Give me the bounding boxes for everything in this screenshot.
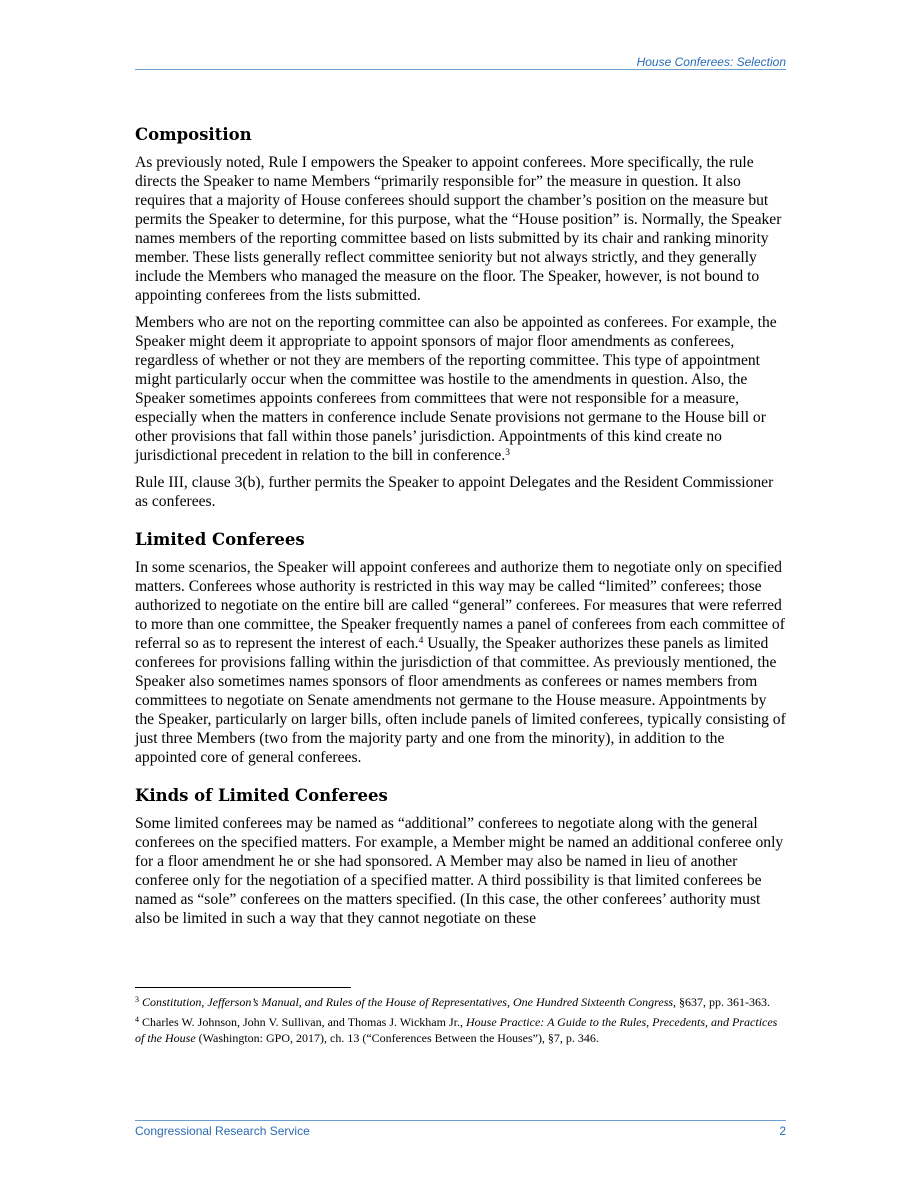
composition-paragraph-1: As previously noted, Rule I empowers the Speaker to appoint conferees. More specifically, the rule directs the Speaker to name Members “primarily responsible for” the measure in question. It also requires that a majority of House conferees should support the chamber’s position on the measure but permits the Speaker to determine, for this purpose, what the “House position” is. Normally, the Speaker names members of the reporting committee based on lists submitted by its chair and ranking minority member. These lists generally reflect committee seniority but not always strictly, and they generally include the Members who managed the measure on the floor. The Speaker, however, is not bound to appointing conferees from the lists submitted. [135,154,782,304]
composition-paragraph-2 [135,313,787,465]
footnote-3 [135,994,787,1010]
section-gap [135,519,787,529]
section-heading-limited-conferees: Limited Conferees [135,530,305,549]
footnote-rule [135,987,351,988]
footer-page-number: 2 [779,1124,786,1138]
kinds-paragraph-1: Some limited conferees may be named as “additional” conferees to negotiate along with the general conferees on the specified matters. For example, a Member might be named an additional conferee only for a floor amendment he or she had sponsored. A Member may also be named in lieu of another conferee only for the negotiation of a specified matter. A third possibility is that limited conferees be named as “sole” conferees on the matters specified. (In this case, the other conferees’ authority must also be limited in such a way that they cannot negotiate on these [135,815,784,927]
footer-organization: Congressional Research Service [135,1124,310,1138]
footnote-ref-3[interactable]: 3 [505,448,510,458]
footer-rule [135,1120,786,1121]
footnotes [135,994,787,1050]
limited-paragraph-1-text-a: In some scenarios, the Speaker will appoint conferees and authorize them to negotiate only on specified matters. Conferees whose authority is restricted in this way may be called “limited” conferees; those authorized to negotiate on the entire bill are called “general” conferees. For measures that were referred to more than one committee, the Speaker frequently names a panel of conferees from each committee of referral so as to represent the interest of each. [135,559,785,652]
footnote-4 [135,1014,787,1046]
running-header-title: House Conferees: Selection [636,55,786,69]
footnote-citation-title: House Practice: A Guide to the Rules, Precedents, and Practices of the House [135,1015,778,1045]
body-content [135,124,787,936]
footnote-number: 3 [135,995,139,1004]
section-heading-kinds-of-limited-conferees: Kinds of Limited Conferees [135,786,388,805]
section-heading-composition: Composition [135,125,252,144]
footnote-ref-4[interactable]: 4 [418,636,424,646]
composition-paragraph-3: Rule III, clause 3(b), further permits the Speaker to appoint Delegates and the Resident Commissioner as conferees. [135,474,774,510]
footnote-authors: Charles W. Johnson, John V. Sullivan, and Thomas J. Wickham Jr., [142,1015,466,1029]
footnote-number: 4 [135,1015,139,1024]
limited-paragraph-1 [135,558,787,767]
footnote-citation-rest: , §637, pp. 361-363. [673,995,771,1009]
footnote-citation-title: Constitution, Jefferson’s Manual, and Rules of the House of Representatives, One Hundred Sixteenth Congress [142,995,674,1009]
header-rule [135,69,786,70]
composition-paragraph-2-text: Members who are not on the reporting committee can also be appointed as conferees. For example, the Speaker might deem it appropriate to appoint sponsors of major floor amendments as conferees, regardless of whether or not they are members of the reporting committee. This type of appointment might particularly occur when the committee was hostile to the amendments in question. Also, the Speaker sometimes appoints conferees from committees that were not responsible for a measure, especially when the matters in conference include Senate provisions not germane to the House bill or other provisions that fall within those panels’ jurisdiction. Appointments of this kind create no jurisdictional precedent in relation to the bill in conference. [135,314,777,464]
limited-paragraph-1-text-b: Usually, the Speaker authorizes these panels as limited conferees for provisions falling within the jurisdiction of that committee. As previously mentioned, the Speaker also sometimes names sponsors of floor amendments as conferees or names members from committees to negotiate on Senate amendments not germane to the House measure. Appointments by the Speaker, particularly on larger bills, often include panels of limited conferees, typically consisting of just three Members (two from the majority party and one from the minority), in addition to the appointed core of general conferees. [135,635,786,766]
section-gap [135,775,787,785]
footnote-citation-rest: (Washington: GPO, 2017), ch. 13 (“Conferences Between the Houses”), §7, p. 346. [195,1031,599,1045]
